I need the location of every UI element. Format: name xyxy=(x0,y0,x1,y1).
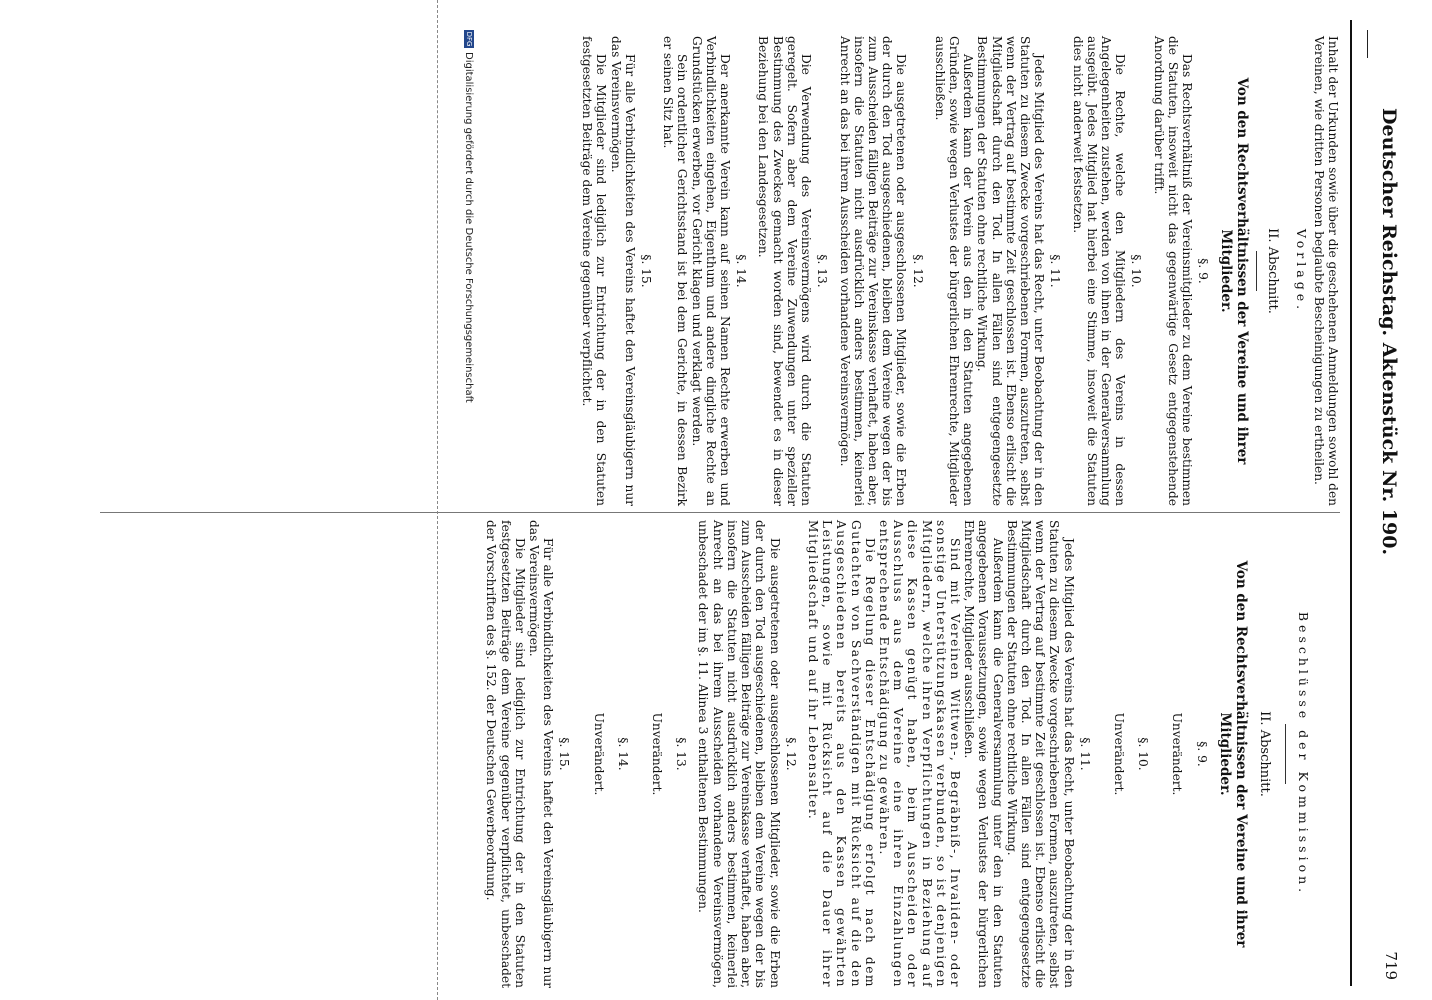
paragraph-text: Jedes Mitglied des Vereins hat das Recht, unter Beobachtung der in den Statuten zu diesem Zwecke vorgeschriebenen Formen, auszutreten, selbst wenn der Vertrag auf bestimmte Zeit geschlossen ist. Ebenso erlischt die Mitgliedschaft durch den Tod. In allen Fällen sind entgegengesetzte Bestimmungen der Statuten ohne rechtliche Wirkung. xyxy=(975,36,1047,506)
paragraph-number: §. 13. xyxy=(674,737,689,771)
paragraph-text: Sein ordentlicher Gerichtsstand ist bei dem Gerichte, in dessen Bezirk er seinen Sitz hat. xyxy=(661,36,690,506)
section-rule xyxy=(1285,724,1286,784)
section-title: Von den Rechtsverhältnissen der Vereine und ihrer Mitglieder. xyxy=(1218,77,1251,465)
paragraph-number: §. 11. xyxy=(1048,254,1063,288)
section-rule xyxy=(1256,251,1257,291)
paragraph-number: §. 12. xyxy=(783,737,798,771)
column-heading-kommission: Beschlüsse der Kommission. xyxy=(1296,611,1311,897)
paragraph-text: Die Mitglieder sind lediglich zur Entrichtung der in den Statuten festgesetzten Beiträge dem Vereine gegenüber verpflichtet. xyxy=(580,36,609,506)
paragraph-number: §. 10. xyxy=(1129,254,1144,288)
paragraph-number: §. 9. xyxy=(1194,741,1209,767)
dfg-logo-icon: DFG xyxy=(465,31,473,47)
paragraph-text: Die ausgetretenen oder ausgeschlossenen Mitglieder, sowie die Erben der durch den Tod ausgeschiedenen, bleiben dem Vereine wegen der bis zum Ausscheiden fälligen Beiträge zur Vereinskasse verhaftet, haben aber, insofern die Statuten nicht ausdrücklich anders bestimmen, keinerlei Anrecht an das bei ihrem Ausscheiden vorhandene Vereinsvermögen. xyxy=(837,36,909,506)
paragraph-text: Außerdem kann der Verein aus den in den Statuten angegebenen Gründen, sowie wegen Verlustes der bürgerlichen Ehrenrechte, Mitglieder ausschließen. xyxy=(932,36,976,506)
paragraph-text: Für alle Verbindlichkeiten des Vereins haftet den Vereinsgläubigern nur das Vereinsvermögen. xyxy=(527,520,556,988)
digitization-credit xyxy=(463,30,474,403)
paragraph-number: §. 10. xyxy=(1136,737,1151,771)
unchanged-note: Unverändert. xyxy=(1111,712,1126,796)
paragraph-text: Der anerkannte Verein kann auf seinen Namen Rechte erwerben und Verbindlichkeiten eingehen, Eigenthum und andere dingliche Rechte an Grundstücken erwerben, vor Gericht klagen und verklagt werden. xyxy=(689,36,733,506)
top-dash xyxy=(1367,30,1368,58)
paragraph-number: §. 14. xyxy=(734,254,749,288)
intro-text: Inhalt der Urkunden sowie über die geschehenen Anmeldungen sowohl den Vereinen, wie dritten Personen beglaubte Bescheinigungen zu ertheilen. xyxy=(1311,36,1340,506)
paragraph-number: §. 11. xyxy=(1077,737,1092,771)
paragraph-number: §. 12. xyxy=(910,254,925,288)
paragraph-text: Außerdem kann die Generalversammlung unter den in den Statuten angegebenen Voraussetzungen, sowie wegen Verlustes der bürgerlichen Ehrenrechte, Mitglieder ausschließen. xyxy=(962,520,1005,988)
header-rule xyxy=(1350,20,1352,986)
column-heading-vorlage: Vorlage. xyxy=(1293,228,1309,314)
page-number: 719 xyxy=(1382,951,1400,980)
unchanged-note: Unverändert. xyxy=(1170,712,1185,796)
paragraph-number: §. 15. xyxy=(557,737,572,771)
paragraph-text: Für alle Verbindlichkeiten des Vereins haftet den Vereinsgläubigern nur das Vereinsvermögen. xyxy=(608,36,637,506)
unchanged-note: Unverändert. xyxy=(591,712,606,796)
paragraph-number: §. 13. xyxy=(815,254,830,288)
credit-text: Digitalisierung gefördert durch die Deutsche Forschungsgemeinschaft xyxy=(463,52,474,403)
column-kommission xyxy=(484,520,1340,988)
paragraph-number: §. 14. xyxy=(615,737,630,771)
page-header xyxy=(1366,20,1406,980)
header-title: Deutscher Reichstag. Aktenstück Nr. 190. xyxy=(1378,108,1400,556)
paragraph-number: §. 9. xyxy=(1196,258,1211,284)
paragraph-text: Das Rechtsverhältniß der Vereinsmitglieder zu dem Vereine bestimmen die Statuten, insoweit nicht das gegenwärtige Gesetz entgegenstehende Anordnung darüber trifft. xyxy=(1151,36,1194,506)
unchanged-note: Unverändert. xyxy=(650,712,665,796)
paragraph-text: Jedes Mitglied des Vereins hat das Recht, unter Beobachtung der in den Statuten zu diesem Zwecke vorgeschriebenen Formen, auszutreten, selbst wenn der Vertrag auf bestimmte Zeit geschlossen ist. Ebenso erlischt die Mitgliedschaft durch den Tod. In allen Fällen sind entgegengesetzte Bestimmungen der Statuten ohne rechtliche Wirkung. xyxy=(1004,520,1076,988)
paragraph-text: Die Mitglieder sind lediglich zur Entrichtung der in den Statuten festgesetzten Beiträge dem Vereine gegenüber verpflichtet, unbeschadet der Vorschriften des §. 152. der Deutschen Gewerbeordnung. xyxy=(484,520,527,988)
column-divider xyxy=(100,512,1340,513)
section-heading: II. Abschnitt. xyxy=(1256,711,1272,797)
paragraph-text: Die ausgetretenen oder ausgeschlossenen Mitglieder, sowie die Erben der durch den Tod ausgeschiedenen, bleiben dem Vereine wegen der bis zum Ausscheiden fälligen Beiträge zur Vereinskasse verhaftet, haben aber, insofern die Statuten nicht ausdrücklich anders bestimmen, keinerlei Anrecht an das bei ihrem Ausscheiden vorhandene Vereinsvermögen, unbeschadet der im §. 11. Alinea 3 enthaltenen Bestimmungen. xyxy=(696,520,782,988)
paragraph-number: §. 15. xyxy=(639,254,654,288)
paragraph-text: Die Verwendung des Vereinsvermögens wird durch die Statuten geregelt. Sofern aber dem Vereine Zuwendungen unter spezieller Bestimmung des Zweckes gemacht worden sind, bewendet es in dieser Beziehung bei den Landesgesetzen. xyxy=(756,36,814,506)
section-heading: II. Abschnitt. xyxy=(1265,228,1281,314)
scan-edge xyxy=(437,0,438,1000)
amended-text: Sind mit Vereinen Wittwen-, Begräbniß-, Invaliden- oder sonstige Unterstützungskassen verbunden, so ist denjenigen Mitgliedern, welche ihren Verpflichtungen in Beziehung auf diese Kassen genügt haben, beim Ausscheiden oder Ausschluss aus dem Vereine eine ihren Einzahlungen entsprechende Entschädigung zu gewähren. xyxy=(876,520,962,988)
section-title: Von den Rechtsverhältnissen der Vereine und ihrer Mitglieder. xyxy=(1216,560,1249,948)
paragraph-text: Die Rechte, welche den Mitgliedern des Vereins in dessen Angelegenheiten zustehen, werden von ihnen in der Generalversammlung ausgeübt. Jedes Mitglied hat hierbei eine Stimme, insoweit die Statuten dies nicht anderweit festsetzen. xyxy=(1070,36,1128,506)
column-vorlage xyxy=(580,36,1340,506)
amended-text: Die Regelung dieser Entschädigung erfolgt nach dem Gutachten von Sachverständigen mit Rücksicht auf die den Ausgeschiedenen bereits aus den Kassen gewährten Leistungen, sowie mit Rücksicht auf die Dauer ihrer Mitgliedschaft und auf ihr Lebensalter. xyxy=(805,520,877,988)
